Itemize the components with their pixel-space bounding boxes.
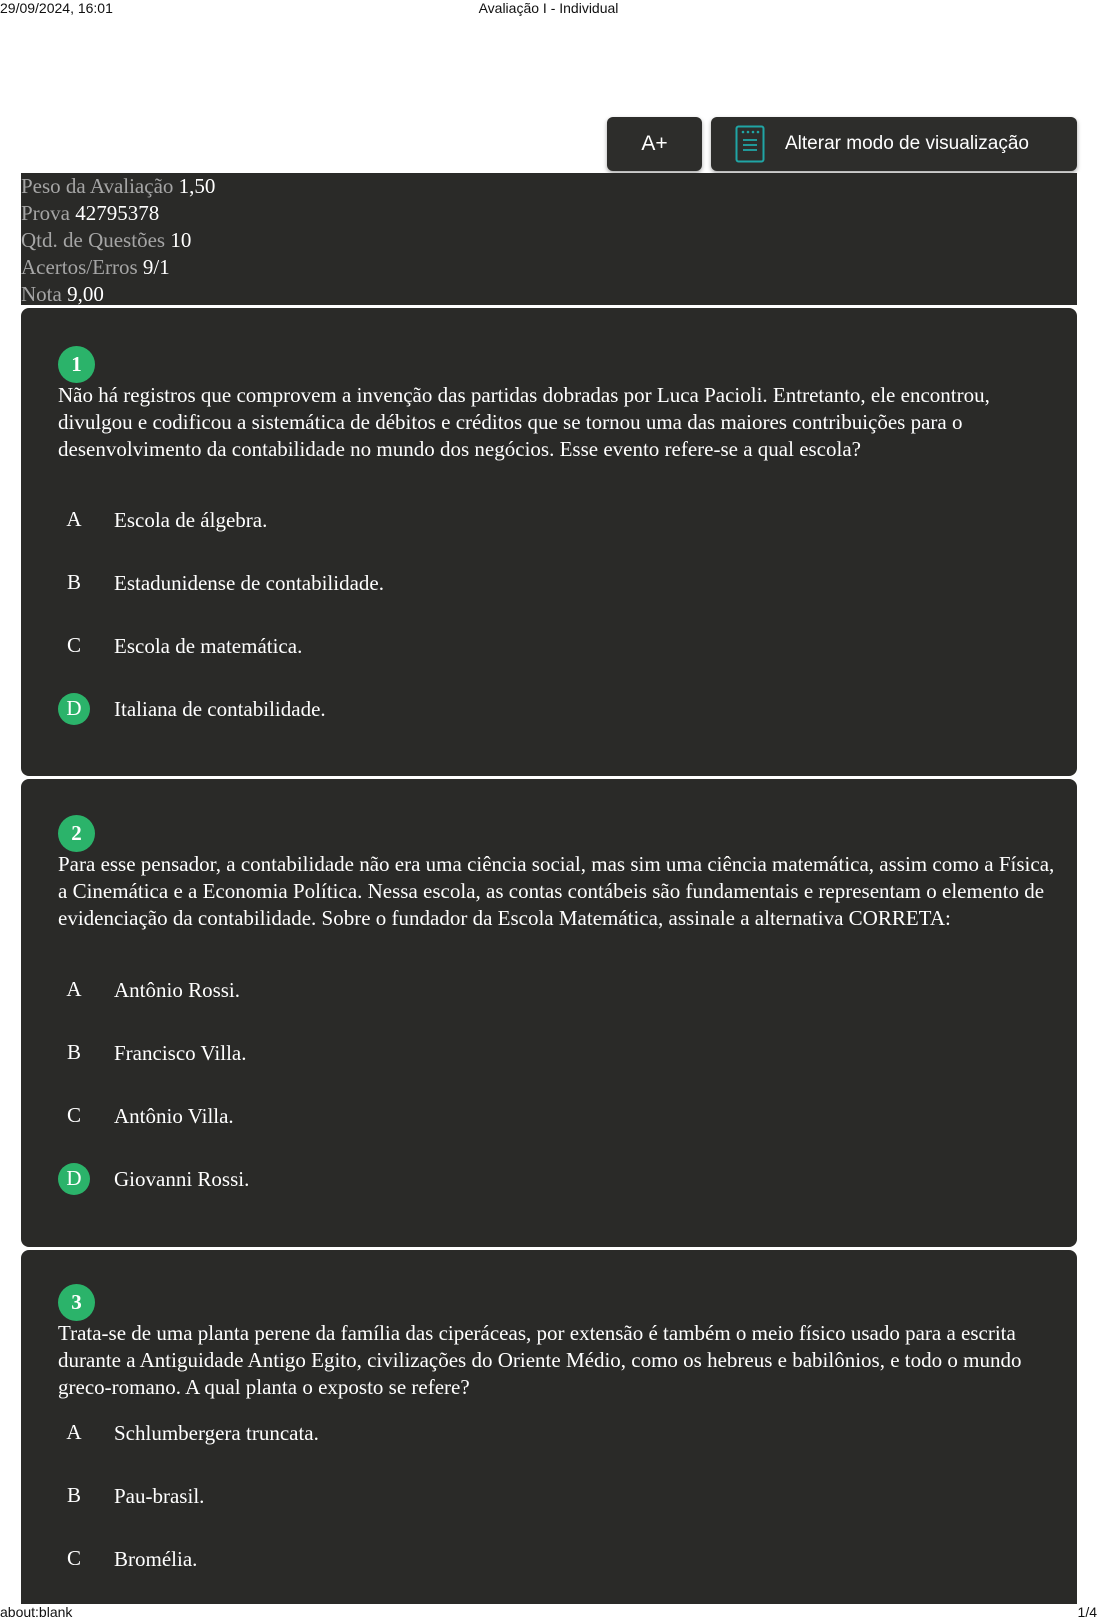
option-text: Schlumbergera truncata. [114, 1421, 319, 1445]
option-text: Pau-brasil. [114, 1484, 205, 1508]
option-letter: C [66, 633, 81, 657]
document-icon [735, 125, 765, 163]
font-size-label: A+ [641, 132, 668, 155]
option-letter: A [66, 1420, 82, 1444]
option-text: Italiana de contabilidade. [114, 697, 326, 721]
view-mode-label: Alterar modo de visualização [785, 133, 1029, 154]
summary-row-weight [21, 173, 1077, 200]
summary-label: Prova [21, 201, 70, 225]
question-card-3 [21, 1250, 1077, 1604]
print-page-number: 1/4 [1077, 1604, 1097, 1620]
question-number-badge: 1 [58, 346, 95, 383]
question-text: Trata-se de uma planta perene da família das ciperáceas, por extensão é também o meio físico usado para a escrita durante a Antiguidade Antigo Egito, civilizações do Oriente Médio, como os hebreus e babilônios, e todo o mundo greco-romano. A qual planta o exposto se refere? [58, 1321, 1022, 1399]
answer-option-c[interactable] [58, 1543, 958, 1577]
font-size-button[interactable] [607, 117, 702, 171]
question-card-2 [21, 779, 1077, 1247]
print-header [0, 0, 1097, 16]
print-title: Avaliação I - Individual [478, 0, 619, 16]
summary-label: Acertos/Erros [21, 255, 138, 279]
question-number-badge: 2 [58, 815, 95, 852]
assessment-summary [21, 173, 1077, 305]
summary-label: Qtd. de Questões [21, 228, 166, 252]
print-url: about:blank [0, 1604, 73, 1620]
option-text: Giovanni Rossi. [114, 1167, 250, 1191]
option-text: Bromélia. [114, 1547, 198, 1571]
view-mode-button[interactable] [711, 117, 1077, 171]
option-letter: A [66, 977, 82, 1001]
answer-option-a[interactable] [58, 974, 958, 1008]
option-letter: B [66, 570, 81, 594]
option-letter: C [66, 1103, 81, 1127]
answer-option-c[interactable] [58, 1100, 958, 1134]
option-letter: B [66, 1483, 81, 1507]
option-letter: C [66, 1546, 81, 1570]
print-datetime: 29/09/2024, 16:01 [0, 0, 113, 16]
question-text: Para esse pensador, a contabilidade não era uma ciência social, mas sim uma ciência matemática, assim como a Física, a Cinemática e a Economia Política. Nessa escola, as contas contábeis são fundamentais e representam o elemento de evidenciação da contabilidade. Sobre o fundador da Escola Matemática, assinale a alternativa CORRETA: [58, 852, 1055, 930]
option-text: Escola de álgebra. [114, 508, 268, 532]
summary-row-hits-misses [21, 254, 1077, 281]
summary-row-question-count [21, 227, 1077, 254]
answer-option-b[interactable] [58, 567, 958, 601]
answer-option-d[interactable] [58, 693, 958, 727]
answer-option-b[interactable] [58, 1037, 958, 1071]
option-letter-correct: D [58, 693, 90, 725]
option-letter: A [66, 507, 82, 531]
summary-value: 9/1 [142, 255, 170, 279]
summary-row-exam [21, 200, 1077, 227]
option-text: Antônio Rossi. [114, 978, 241, 1002]
question-text: Não há registros que comprovem a invenção das partidas dobradas por Luca Pacioli. Entretanto, ele encontrou, divulgou e codificou a sistemática de débitos e créditos que se tornou uma das maiores contribuições para o desenvolvimento da contabilidade no mundo dos negócios. Esse evento refere-se a qual escola? [58, 383, 990, 461]
answer-option-a[interactable] [58, 504, 958, 538]
summary-label: Peso da Avaliação [21, 174, 174, 198]
option-letter: B [66, 1040, 81, 1064]
question-card-1 [21, 308, 1077, 776]
summary-value: 9,00 [67, 282, 104, 306]
answer-option-d[interactable] [58, 1163, 958, 1197]
answer-option-a[interactable] [58, 1417, 958, 1451]
option-text: Francisco Villa. [114, 1041, 247, 1065]
option-text: Estadunidense de contabilidade. [114, 571, 384, 595]
option-text: Antônio Villa. [114, 1104, 234, 1128]
summary-value: 1,50 [178, 174, 216, 198]
answer-option-b[interactable] [58, 1480, 958, 1514]
answer-option-c[interactable] [58, 630, 958, 664]
question-number-badge: 3 [58, 1284, 95, 1321]
summary-label: Nota [21, 282, 62, 306]
option-letter-correct: D [58, 1163, 90, 1195]
option-text: Escola de matemática. [114, 634, 303, 658]
print-footer [0, 1604, 1097, 1620]
summary-row-grade [21, 281, 1077, 308]
summary-value: 42795378 [75, 201, 160, 225]
summary-value: 10 [170, 228, 192, 252]
